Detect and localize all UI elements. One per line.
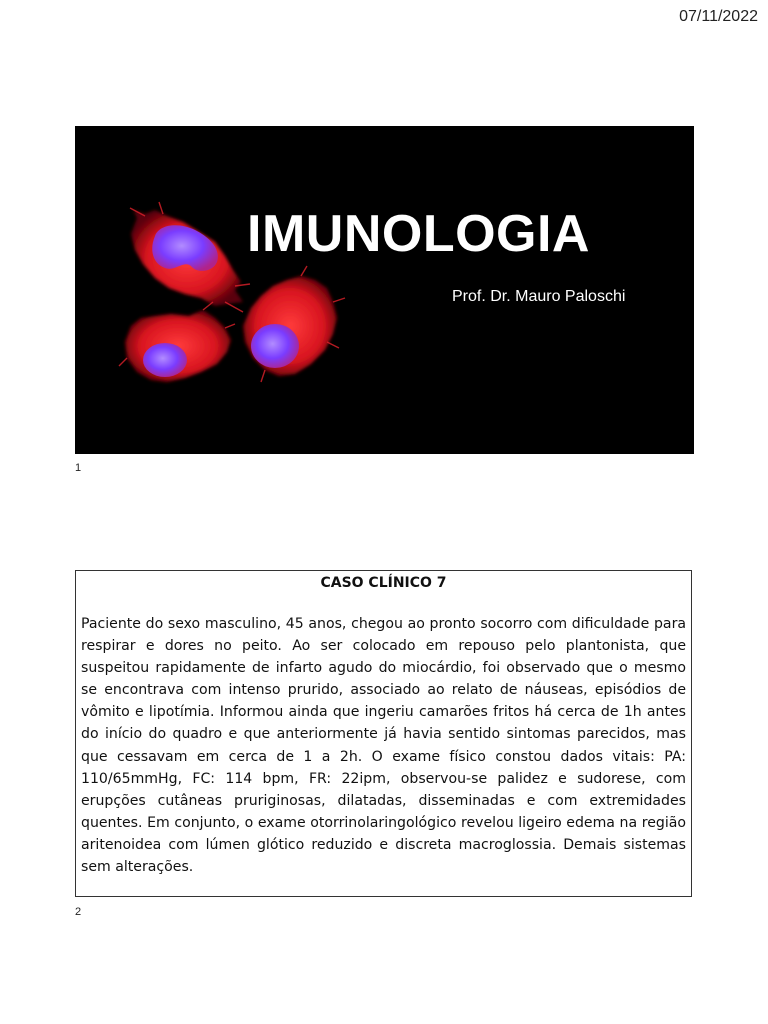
case-body-text: Paciente do sexo masculino, 45 anos, chegou ao pronto socorro com dificuldade para respirar e dores no peito. Ao ser colocado em repouso pelo plantonista, que suspeitou rapidamente de infarto agudo do miocárdio, foi observado que o mesmo se encontrava com intenso prurido, associado ao relato de náuseas, episódios de vômito e lipotímia. Informou ainda que ingeriu camarões fritos há cerca de 1h antes do início do quadro e que anteriormente já havia sentido sintomas parecidos, mas que cessavam em cerca de 1 a 2h. O exame físico constou dados vitais: PA: 110/65mmHg, FC: 114 bpm, FR: 22ipm, observou-se palidez e sudorese, com erupções cutâneas pruriginosas, dilatadas, disseminadas e com extremidades quentes. Em conjunto, o exame otorrinolaringológico revelou ligeiro edema na região aritenoidea com lúmen glótico reduzido e discreta macroglossia. Demais sistemas sem alterações.: [81, 616, 686, 876]
case-title: CASO CLÍNICO 7: [320, 575, 447, 591]
cell-top: [130, 202, 250, 312]
title-slide: [75, 126, 694, 454]
print-date: 07/11/2022: [679, 8, 758, 25]
page-number-2: 2: [75, 906, 82, 918]
fluorescent-immune-cells-image: [75, 126, 375, 454]
slide-title: IMUNOLOGIA: [247, 205, 590, 263]
cell-bottom-left: [119, 302, 235, 382]
page-number-1: 1: [75, 462, 82, 474]
case-slide: [75, 570, 692, 897]
cell-right: [243, 266, 345, 382]
slide-subtitle: Prof. Dr. Mauro Paloschi: [452, 288, 626, 305]
